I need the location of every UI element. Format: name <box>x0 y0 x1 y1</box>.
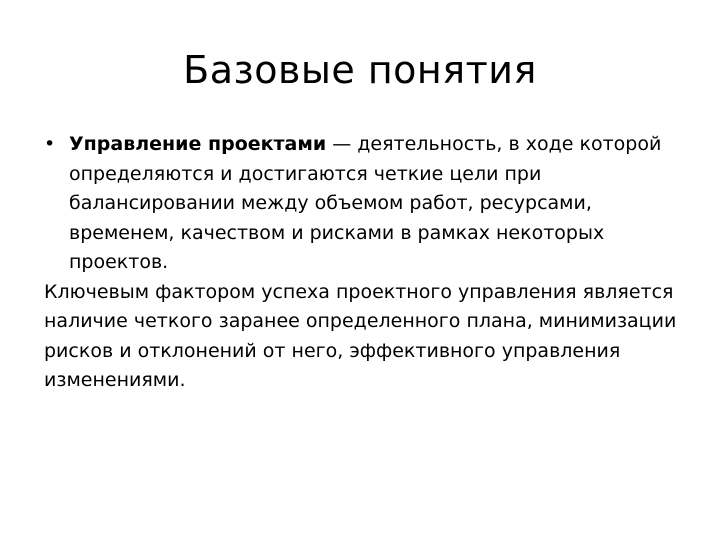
body-paragraph: Ключевым фактором успеха проектного управления является наличие четкого заранее определенного плана, минимизации рисков и отклонений от него, эффективного управления изменениями. <box>44 280 677 391</box>
bullet-mark: • <box>44 133 56 155</box>
bullet-definition: — деятельность, в ходе которой определяются и достигаются четкие цели при балансировании между объемом работ, ресурсами, временем, качеством и рисками в рамках некоторых проектов. <box>69 133 662 273</box>
bullet-item <box>44 130 694 278</box>
slide-body <box>44 130 694 396</box>
bullet-term: Управление проектами <box>69 133 327 155</box>
slide-title: Базовые понятия <box>183 48 537 92</box>
